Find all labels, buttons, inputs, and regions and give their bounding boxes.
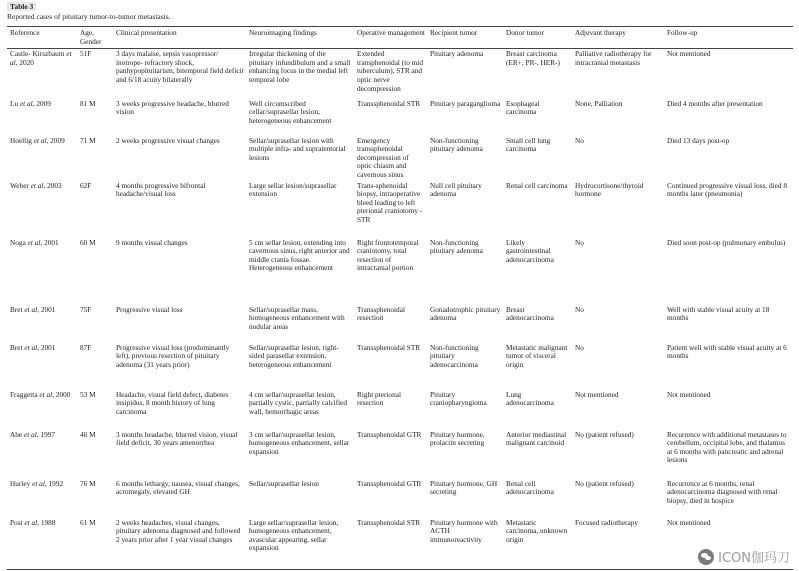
cell-imaging: Sellar/suprasellar mass, homogeneous enhancement with nodular areas <box>249 304 345 331</box>
table-row <box>7 181 793 238</box>
cell-recipient: Non-functioning pituitary adenocarcinoma <box>430 342 479 369</box>
col-header-followup: Follow-up <box>664 27 793 49</box>
cell-adjuvant: Focused radiotherapy <box>572 518 664 570</box>
cell-operative: Transsphenoidal GTR <box>357 478 422 488</box>
cell-reference <box>7 238 77 305</box>
cell-followup: Died 13 days post-op <box>667 135 730 145</box>
table-body <box>7 49 793 570</box>
cell-operative: Right frontotemporal craniotomy, total resection of intracranial portion <box>357 237 419 273</box>
ref-author: Hurley <box>10 478 31 488</box>
cell-adjuvant: No (patient refused) <box>575 429 634 439</box>
watermark-text: ICON伽玛刀 <box>718 551 790 566</box>
cell-reference <box>7 136 77 181</box>
ref-year: 2009 <box>50 135 65 145</box>
cell-adjuvant: Palliative radiotherapy for intracranial metastasis <box>575 49 652 67</box>
cell-donor: Metastatic malignant tumor of visceral origin <box>506 342 568 369</box>
cell-age-gender: 75F <box>80 304 92 314</box>
ref-etal: et al, <box>24 304 39 314</box>
table-row <box>7 305 793 343</box>
cell-operative: Extended transphenoidal (to mid tuberculum), STR and optic nerve decompression <box>357 49 424 93</box>
table-row <box>7 49 793 99</box>
cell-imaging: 5 cm sellar lesion, extending into cavernous sinus, right anterior and middle crania fossae. Heterogeneous enhancement <box>249 237 350 273</box>
cell-recipient: Null cell pituitary adenoma <box>430 180 482 199</box>
ref-year: 2000 <box>55 389 71 399</box>
ref-author: Hoellig <box>10 135 32 145</box>
ref-etal: et al, <box>33 135 49 145</box>
ref-etal: et al, <box>30 180 46 190</box>
cell-recipient: Non-functioning pituitary adenoma <box>430 237 483 256</box>
ref-etal: et al, <box>19 98 35 108</box>
cell-recipient: Pituitary craniopharyngioma <box>430 389 487 408</box>
ref-etal: et al, <box>27 237 43 247</box>
ref-etal: et al, <box>24 342 39 352</box>
cell-recipient: Non-functioning pituitary adenoma <box>430 135 483 154</box>
ref-year: 1997 <box>40 429 56 439</box>
ref-etal: et al, <box>24 429 39 439</box>
cell-operative: Transsphenoidal STR <box>357 98 421 108</box>
cell-clinical: Headache, visual field defect, diabetes insipidus, 8 month history of lung carcinoma <box>116 389 229 416</box>
cell-adjuvant: No <box>575 342 584 352</box>
cell-followup: Died 4 months after presentation <box>667 98 763 108</box>
cell-followup: Well with stable visual acuity at 18 months <box>667 304 770 323</box>
cell-followup: Patient well with stable visual acuity at 6 months <box>667 342 787 361</box>
cell-age-gender: 87F <box>80 342 92 352</box>
ref-author: Weber <box>10 180 29 190</box>
cell-age-gender: 51F <box>80 49 92 59</box>
ref-author: Fraggetta <box>10 389 38 399</box>
cell-age-gender: 76 M <box>80 478 96 488</box>
cell-donor: Breast adenocarcinoma <box>506 304 554 323</box>
cell-age-gender: 81 M <box>80 98 96 108</box>
cell-reference <box>7 49 77 99</box>
cell-operative: Emergency transsphenoidal decompression of optic chiasm and cavernous sinus <box>357 135 409 180</box>
cases-table <box>7 26 793 570</box>
cell-imaging: 4 cm sellar/suprasellar lesion, partially cystic, partially calcified wall, hemorrhagic areas <box>249 389 348 416</box>
ref-etal: et al, <box>32 478 47 488</box>
table-row <box>7 390 793 430</box>
col-header-adjuvant: Adjuvant therapy <box>572 27 664 49</box>
cell-adjuvant: No <box>575 304 584 314</box>
table-row <box>7 238 793 305</box>
cell-donor: Small cell lung carcinoma <box>506 135 551 154</box>
cell-recipient: Pituitary paraganglioma <box>430 98 501 108</box>
col-header-clinical: Clinical presentation <box>113 27 246 49</box>
cell-age-gender: 61 M <box>77 518 113 570</box>
cell-donor: Renal cell adenocarcinoma <box>506 478 554 497</box>
cell-operative: Trans-sphenoidal biopsy, intraoperative bleed leading to left pterional craniotomy - STR <box>357 180 423 225</box>
cell-recipient: Gonadotrophic pituitary adenoma <box>430 304 501 323</box>
cell-imaging: Sellar/suprasellar lesion with multiple infra- and supratentorial lesions <box>249 135 346 162</box>
cell-donor: Breast carcinoma (ER+, PR-, HER-) <box>506 49 560 67</box>
cell-reference <box>7 181 77 238</box>
table-row <box>7 99 793 136</box>
ref-etal: et al, <box>10 49 72 67</box>
cell-age-gender: 46 M <box>80 429 96 439</box>
cell-followup: Not mentioned <box>667 49 711 59</box>
cell-reference <box>7 479 77 518</box>
ref-year: 2001 <box>44 237 59 247</box>
header-row <box>7 27 793 49</box>
cell-age-gender: 62F <box>80 180 92 190</box>
cell-donor: Metastatic carcinoma, unknown origin <box>503 518 572 570</box>
cell-recipient: Pituitary adenoma <box>430 49 484 59</box>
ref-year: 2009 <box>36 98 51 108</box>
cell-recipient: Pituitary hormone, prolactin secreting <box>430 429 485 448</box>
cell-recipient: Pituitary hormone, GH secreting <box>430 478 498 497</box>
table-row <box>7 479 793 518</box>
cell-clinical: 3 days malaise, sepsis vasopressor/ inotrope- refractory shock, panhypopituitarism, bitemporal field deficit and 6/18 acuity bilaterally <box>116 49 244 84</box>
cell-adjuvant: None, Palliation <box>575 98 623 108</box>
cell-operative: Transsphenoidal STR <box>357 342 421 352</box>
table-row <box>7 343 793 390</box>
cell-operative: Right pterional resection <box>357 389 401 408</box>
cell-reference <box>7 430 77 479</box>
cell-imaging: Sellar/suprasellar lesion <box>249 478 319 488</box>
cell-imaging: Large sellar lesion/suprasellar extension <box>249 180 337 199</box>
table-row <box>7 430 793 479</box>
col-header-donor: Donor tumor <box>503 27 572 49</box>
col-header-recipient: Recipient tumor <box>427 27 503 49</box>
cell-followup: Continued progressive visual loss, died 8 months later (pneumonia) <box>667 180 787 199</box>
cell-clinical: 4 months progressive bifrontal headache/visual loss <box>116 180 206 199</box>
cell-clinical: 2 weeks headaches, visual changes, pituitary adenoma diagnosed and followed 2 years prior after 1 year visual changes <box>113 518 246 570</box>
ref-year: 2003 <box>47 180 62 190</box>
cell-donor: Likely gastrointestinal adenocarcinoma <box>506 237 554 264</box>
cell-recipient: Pituitary hormone with ACTH immunoreactivity <box>427 518 503 570</box>
cell-age-gender: 60 M <box>80 237 96 247</box>
cell-clinical: Progressive visual loss (predominantly left), previous resection of pituitary adenoma (31 years prior) <box>116 342 230 369</box>
ref-author: Castle- Kirszbaum <box>10 49 65 59</box>
table-row <box>7 518 793 570</box>
cell-clinical: 3 weeks progressive headache, blurred vision <box>116 98 229 117</box>
col-header-operative: Operative management <box>354 27 427 49</box>
cell-adjuvant: Not mentioned <box>575 389 619 399</box>
cell-reference <box>7 99 77 136</box>
cell-clinical: 6 months lethargy, nausea, visual changes, acromegaly, elevated GH <box>116 478 240 497</box>
ref-etal: et al, <box>39 389 54 399</box>
cell-age-gender: 71 M <box>80 135 96 145</box>
cell-clinical: 3 months headache, blurred vision, visual field deficit, 30 years amenorrhea <box>116 429 238 448</box>
ref-author: Abe <box>10 429 23 439</box>
ref-author: Post <box>10 517 23 527</box>
col-header-imaging: Neuroimaging findings <box>246 27 354 49</box>
cell-followup: Died soon post-op (pulmonary embolus) <box>667 237 786 247</box>
ref-year: 1988 <box>40 517 56 527</box>
cell-imaging: Sellar/suprasellar lesion, right-sided parasellar extension, heterogeneous enhancement <box>249 342 339 369</box>
cell-donor: Lung adenocarcinoma <box>506 389 554 408</box>
ref-author: Lu <box>10 98 19 108</box>
cell-reference <box>7 305 77 343</box>
cell-reference <box>7 343 77 390</box>
cell-donor: Esophageal carcinoma <box>506 98 540 117</box>
col-header-reference: Reference <box>7 27 77 49</box>
cell-adjuvant: Hydrocortisone/thyroid hormone <box>575 180 644 199</box>
ref-year: 2020 <box>19 57 34 67</box>
cell-imaging: Well circumscribed cellar/suprasellar lesion, heterogeneous enhancement <box>249 98 332 125</box>
wechat-icon <box>698 549 714 565</box>
cell-operative: Transsphenoidal GTR <box>357 429 422 439</box>
cell-operative: Transsphenoidal STR <box>354 518 427 570</box>
cell-followup: Recurrence with additional metastases to cerebellum, occipital lobe, and thalamus at 6 months with pancreatic and adrenal lesions <box>667 429 787 465</box>
cell-clinical: Progressive visual loss <box>116 304 183 314</box>
cell-imaging: Irregular thickening of the pituitary infundibulum and a small enhancing focus in the medial left temporal lobe <box>249 49 351 84</box>
ref-year: 2001 <box>40 342 56 352</box>
cell-clinical: 9 months visual changes <box>116 237 188 247</box>
watermark <box>695 546 793 567</box>
cell-operative: Transsphenoidal resection <box>357 304 405 323</box>
cell-donor: Anterior mediastinal malignant carcinoid <box>506 429 567 448</box>
ref-author: Bret <box>10 304 23 314</box>
cell-followup: Not mentioned <box>664 518 793 570</box>
cell-reference <box>7 390 77 430</box>
cell-adjuvant: No (patient refused) <box>575 478 634 488</box>
cell-imaging: 3 cm sellar/suprasellar lesion, homogeneous enhancement, sellar expansion <box>249 429 350 456</box>
cell-clinical: 2 weeks progressive visual changes <box>116 135 220 145</box>
ref-author: Bret <box>10 342 23 352</box>
ref-author: Noga <box>10 237 26 247</box>
table-caption: Reported cases of pituitary tumor-to-tumor metastasis. <box>7 12 171 21</box>
table-label: Table 3 <box>7 2 36 11</box>
col-header-age-gender: Age, Gender <box>77 27 113 49</box>
cell-adjuvant: No <box>575 237 584 247</box>
cell-reference <box>7 518 77 570</box>
cell-followup: Recurrence at 6 months, renal adenocarcinoma diagnosed with renal biopsy, died in hospice <box>667 478 778 505</box>
cell-followup: Not mentioned <box>667 389 711 399</box>
cell-adjuvant: No <box>575 135 584 145</box>
table-row <box>7 136 793 181</box>
ref-etal: et al, <box>24 517 39 527</box>
cell-age-gender: 53 M <box>80 389 96 399</box>
cell-donor: Renal cell carcinoma <box>506 180 568 190</box>
ref-year: 1992 <box>48 478 64 488</box>
ref-year: 2001 <box>40 304 56 314</box>
cell-imaging: Large sellar/suprasellar lesion, homogeneous enhancement, avascular appearing, sellar expansion <box>246 518 354 570</box>
